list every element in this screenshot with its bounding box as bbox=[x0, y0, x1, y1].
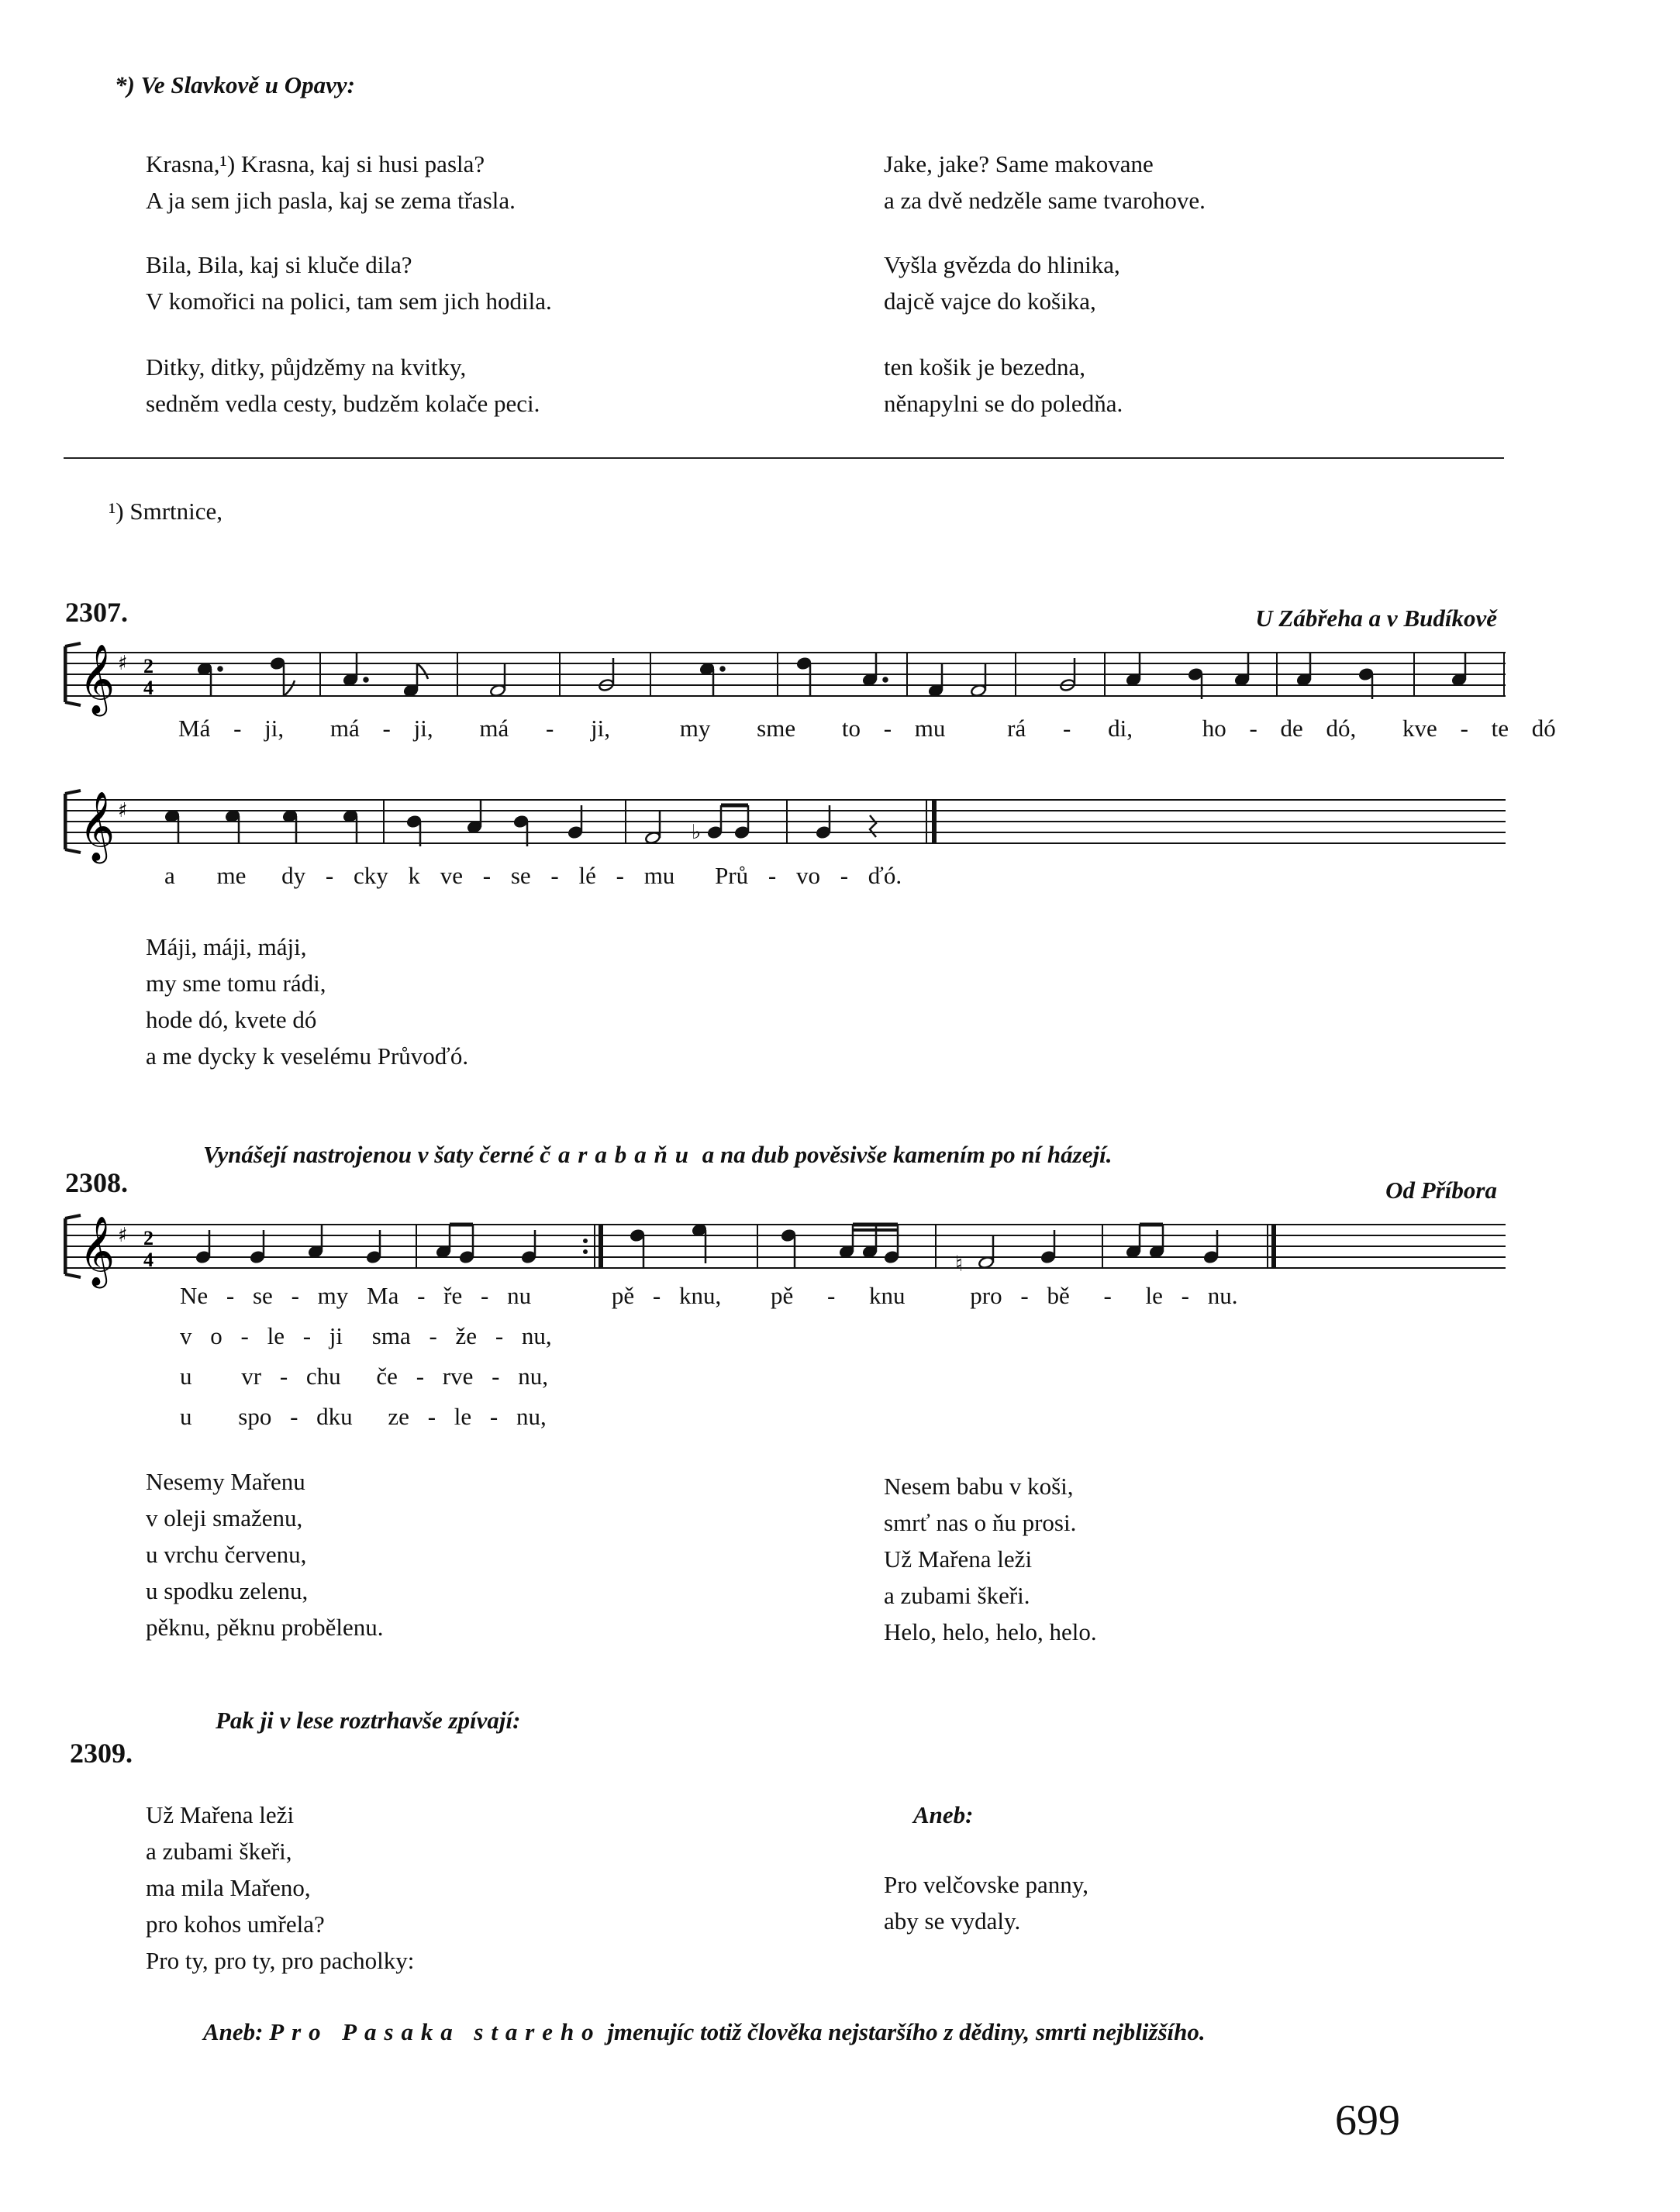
lyric-syllable: - bbox=[233, 715, 242, 742]
song-2307-number: 2307. bbox=[65, 597, 128, 628]
verse-line: Bila, Bila, kaj si kluče dila? bbox=[146, 251, 412, 278]
footnote-verse-right-3 bbox=[884, 349, 1123, 422]
lyric-syllable: - bbox=[481, 1282, 489, 1309]
lyric-syllable: dku bbox=[316, 1403, 353, 1430]
lyric-syllable: - bbox=[290, 1403, 298, 1430]
time-signature-top: 2 bbox=[143, 1227, 154, 1249]
lyric-syllable: nu. bbox=[1207, 1282, 1238, 1309]
lyric-syllable: u bbox=[180, 1363, 192, 1390]
lyric-syllable: ji bbox=[329, 1322, 343, 1349]
song-2309-intro: Pak ji v lese roztrhavše zpívají: bbox=[216, 1707, 521, 1734]
lyric-syllable: u bbox=[180, 1403, 192, 1430]
lyric-syllable: cky bbox=[353, 862, 388, 889]
footnote-divider bbox=[64, 457, 1504, 459]
text-line: hode dó, kvete dó bbox=[146, 1006, 317, 1033]
lyric-syllable: má bbox=[329, 715, 360, 742]
song-2308-lyrics-row-3 bbox=[180, 1359, 548, 1394]
lyric-syllable: dy bbox=[281, 862, 306, 889]
footnote-1: ¹) Smrtnice, bbox=[109, 498, 223, 525]
lyric-syllable: - bbox=[768, 862, 777, 889]
time-signature-top: 2 bbox=[143, 655, 154, 677]
footnote-verse-left-3 bbox=[146, 349, 540, 422]
lyric-syllable: ďó. bbox=[868, 862, 902, 889]
text-line: Helo, helo, helo, helo. bbox=[884, 1618, 1097, 1645]
text-line: pro kohos umřela? bbox=[146, 1911, 325, 1938]
verse-line: dajcě vajce do košika, bbox=[884, 288, 1096, 315]
lyric-syllable: v bbox=[180, 1322, 192, 1349]
footnote-location: Ve Slavkově u Opavy: bbox=[140, 71, 355, 98]
lyric-syllable: - bbox=[1460, 715, 1468, 742]
text-line: u spodku zelenu, bbox=[146, 1577, 309, 1604]
lyric-syllable: - bbox=[1249, 715, 1257, 742]
song-2307-notes-1 bbox=[197, 653, 1466, 699]
lyric-syllable: - bbox=[616, 862, 624, 889]
footnote-verse-left-1 bbox=[146, 146, 516, 219]
lyric-syllable: rve bbox=[442, 1363, 474, 1390]
verse-line: A ja sem jich pasla, kaj se zema třasla. bbox=[146, 187, 516, 214]
text-line: aby se vydaly. bbox=[884, 1907, 1021, 1935]
lyric-syllable: nu, bbox=[516, 1403, 547, 1430]
verse-line: Jake, jake? Same makovane bbox=[884, 150, 1154, 177]
lyric-syllable: kve bbox=[1402, 715, 1437, 742]
time-signature-bottom: 4 bbox=[143, 677, 154, 699]
lyric-syllable: - bbox=[416, 1363, 425, 1390]
verse-line: Ditky, ditky, půjdzěmy na kvitky, bbox=[146, 353, 467, 381]
lyric-syllable: - bbox=[652, 1282, 661, 1309]
song-2308-location: Od Příbora bbox=[1385, 1177, 1497, 1204]
lyric-syllable: de bbox=[1280, 715, 1303, 742]
final-note-end: jmenujíc totiž člověka nejstaršího z dědiny, smrti nejbližšího. bbox=[607, 2018, 1206, 2045]
lyric-syllable: chu bbox=[305, 1363, 341, 1390]
lyric-syllable: le bbox=[1145, 1282, 1163, 1309]
treble-clef-icon: 𝄞 bbox=[79, 644, 116, 714]
footnote-mark: *) bbox=[115, 71, 135, 98]
lyric-syllable: o bbox=[210, 1322, 223, 1349]
verse-line: sedněm vedla cesty, budzěm kolače peci. bbox=[146, 390, 540, 417]
text-line: a zubami škeři, bbox=[146, 1838, 292, 1865]
intro-spaced-word: čarabaňu bbox=[540, 1141, 696, 1168]
lyric-syllable: te bbox=[1491, 715, 1509, 742]
time-signature-bottom: 4 bbox=[143, 1249, 154, 1271]
text-line: my sme tomu rádi, bbox=[146, 970, 326, 997]
song-2307-lyrics-2 bbox=[164, 859, 902, 894]
repeat-dot bbox=[583, 1249, 588, 1254]
lyric-syllable: če bbox=[376, 1363, 398, 1390]
lyric-syllable: rá bbox=[1007, 715, 1026, 742]
lyric-syllable: - bbox=[495, 1322, 504, 1349]
verse-line: Vyšla gvězda do hlinika, bbox=[884, 251, 1120, 278]
lyric-syllable: ji, bbox=[264, 715, 285, 742]
aneb-label: Aneb: bbox=[913, 1801, 974, 1828]
verse-line: Krasna,¹) Krasna, kaj si husi pasla? bbox=[146, 150, 485, 177]
lyric-syllable: spo bbox=[238, 1403, 272, 1430]
lyric-syllable: se bbox=[510, 862, 531, 889]
natural-icon: ♮ bbox=[955, 1252, 964, 1277]
footnote-header bbox=[115, 68, 355, 103]
lyric-syllable: sme bbox=[757, 715, 796, 742]
lyric-syllable: - bbox=[482, 862, 492, 889]
text-line: Už Mařena leži bbox=[884, 1545, 1033, 1573]
lyric-syllable: my bbox=[679, 715, 711, 742]
verse-line: ten košik je bezedna, bbox=[884, 353, 1085, 381]
lyric-syllable: to bbox=[841, 715, 861, 742]
lyric-syllable: vr bbox=[241, 1363, 262, 1390]
lyric-syllable: nu, bbox=[521, 1322, 552, 1349]
verse-line: něnapylni se do poledňa. bbox=[884, 390, 1123, 417]
lyric-syllable: di, bbox=[1108, 715, 1133, 742]
text-line: Nesem babu v koši, bbox=[884, 1473, 1074, 1500]
page-number: 699 bbox=[1335, 2097, 1400, 2145]
text-line: a me dycky k veselému Průvoďó. bbox=[146, 1042, 469, 1070]
text-line: v oleji smaženu, bbox=[146, 1504, 303, 1532]
treble-clef-icon: 𝄞 bbox=[79, 1216, 116, 1286]
lyric-syllable: knu, bbox=[678, 1282, 722, 1309]
lyric-syllable: - bbox=[429, 1322, 437, 1349]
lyric-syllable: - bbox=[325, 862, 334, 889]
text-line: Pro ty, pro ty, pro pacholky: bbox=[146, 1947, 415, 1974]
text-line: pěknu, pěknu probělenu. bbox=[146, 1614, 384, 1641]
footnote-verse-right-2 bbox=[884, 246, 1120, 319]
lyric-syllable: ji, bbox=[413, 715, 433, 742]
song-2308-text-left bbox=[146, 1463, 383, 1645]
lyric-syllable: mu bbox=[643, 862, 675, 889]
lyric-syllable: - bbox=[492, 1363, 500, 1390]
lyric-syllable: - bbox=[427, 1403, 436, 1430]
sharp-icon: ♯ bbox=[118, 1224, 128, 1247]
lyric-syllable: - bbox=[1181, 1282, 1189, 1309]
lyric-syllable: - bbox=[279, 1363, 288, 1390]
lyric-syllable: má bbox=[479, 715, 509, 742]
lyric-syllable: nu, bbox=[518, 1363, 548, 1390]
lyric-syllable: vo bbox=[795, 862, 820, 889]
lyric-syllable: k ve bbox=[408, 862, 463, 889]
text-line: Máji, máji, máji, bbox=[146, 933, 307, 960]
lyric-syllable: knu bbox=[869, 1282, 906, 1309]
lyric-syllable: Prů bbox=[715, 862, 749, 889]
lyric-syllable: bě bbox=[1047, 1282, 1070, 1309]
lyric-syllable: Ne bbox=[180, 1282, 209, 1309]
lyric-syllable: ji, bbox=[591, 715, 611, 742]
lyric-syllable: pě bbox=[770, 1282, 794, 1309]
lyric-syllable: - bbox=[840, 862, 849, 889]
lyric-syllable: dó, bbox=[1326, 715, 1357, 742]
verse-line: a za dvě nedzěle same tvarohove. bbox=[884, 187, 1206, 214]
lyric-syllable: lé bbox=[578, 862, 596, 889]
lyric-syllable: pě bbox=[611, 1282, 635, 1309]
lyric-syllable: pro bbox=[970, 1282, 1002, 1309]
song-2307-staff-1 bbox=[64, 637, 1506, 722]
lyric-syllable: - bbox=[1063, 715, 1071, 742]
song-2309-text-right bbox=[884, 1866, 1088, 1939]
song-2308-lyrics-row-4 bbox=[180, 1400, 547, 1435]
treble-clef-icon: 𝄞 bbox=[79, 791, 116, 861]
final-note-start: Aneb: bbox=[203, 2018, 264, 2045]
song-2307-staff-2 bbox=[64, 784, 1506, 870]
lyric-syllable: že bbox=[455, 1322, 478, 1349]
lyric-syllable: - bbox=[240, 1322, 249, 1349]
text-line: ma mila Mařeno, bbox=[146, 1874, 311, 1901]
lyric-syllable: my bbox=[317, 1282, 349, 1309]
lyric-syllable: - bbox=[550, 862, 559, 889]
song-2308-number: 2308. bbox=[65, 1167, 128, 1198]
final-note-spaced: Pro Pasaka stareho bbox=[269, 2018, 602, 2045]
lyric-syllable: ho bbox=[1202, 715, 1226, 742]
text-line: u vrchu červenu, bbox=[146, 1541, 307, 1568]
lyric-syllable: le bbox=[454, 1403, 472, 1430]
lyric-syllable: - bbox=[302, 1322, 312, 1349]
song-2309-text-left bbox=[146, 1797, 414, 1979]
lyric-syllable: ze bbox=[388, 1403, 409, 1430]
lyric-syllable: - bbox=[1020, 1282, 1029, 1309]
song-2307-location: U Zábřeha a v Budíkově bbox=[1255, 605, 1497, 632]
song-2307-notes-2 bbox=[164, 800, 876, 846]
lyric-syllable: - bbox=[417, 1282, 426, 1309]
lyric-syllable: - bbox=[226, 1282, 235, 1309]
song-2308-lyrics-row-1 bbox=[180, 1279, 1237, 1314]
song-2309-final-note bbox=[203, 2015, 1206, 2050]
lyric-syllable: - bbox=[826, 1282, 836, 1309]
lyric-syllable: - bbox=[1103, 1282, 1112, 1309]
song-2307-lyrics-1 bbox=[178, 711, 1556, 746]
lyric-syllable: le bbox=[267, 1322, 285, 1349]
verse-line: V komořici na polici, tam sem jich hodila. bbox=[146, 288, 552, 315]
lyric-syllable: - bbox=[489, 1403, 498, 1430]
song-2308-lyrics-row-2 bbox=[180, 1319, 552, 1354]
lyric-syllable: - bbox=[883, 715, 892, 742]
footnote-verse-left-2 bbox=[146, 246, 552, 319]
lyric-syllable: - bbox=[291, 1282, 299, 1309]
lyric-syllable: se bbox=[252, 1282, 273, 1309]
text-line: Pro velčovske panny, bbox=[884, 1871, 1089, 1898]
lyric-syllable: dó bbox=[1531, 715, 1556, 742]
lyric-syllable: ře bbox=[443, 1282, 463, 1309]
song-2307-text bbox=[146, 929, 468, 1074]
lyric-syllable: - bbox=[382, 715, 391, 742]
song-2309-number: 2309. bbox=[70, 1738, 133, 1769]
lyric-syllable: a bbox=[164, 862, 175, 889]
flat-icon: ♭ bbox=[692, 821, 702, 843]
lyric-syllable: me bbox=[216, 862, 247, 889]
sharp-icon: ♯ bbox=[118, 652, 128, 675]
sharp-icon: ♯ bbox=[118, 799, 128, 822]
text-line: Už Mařena leži bbox=[146, 1801, 295, 1828]
lyric-syllable: sma bbox=[371, 1322, 411, 1349]
repeat-dot bbox=[583, 1239, 588, 1243]
lyric-syllable: mu bbox=[914, 715, 946, 742]
lyric-syllable: Má bbox=[178, 715, 211, 742]
song-2308-text-right bbox=[884, 1468, 1097, 1650]
lyric-syllable: Ma bbox=[367, 1282, 399, 1309]
text-line: Nesemy Mařenu bbox=[146, 1468, 305, 1495]
song-2308-intro bbox=[203, 1138, 1112, 1173]
rest-icon bbox=[870, 815, 876, 837]
lyric-syllable: nu bbox=[507, 1282, 532, 1309]
lyric-syllable: - bbox=[545, 715, 554, 742]
text-line: a zubami škeři. bbox=[884, 1582, 1030, 1609]
intro-text-end: a na dub pověsivše kamením po ní házejí. bbox=[702, 1141, 1113, 1168]
text-line: smrť nas o ňu prosi. bbox=[884, 1509, 1077, 1536]
intro-text: Vynášejí nastrojenou v šaty černé bbox=[203, 1141, 534, 1168]
footnote-verse-right-1 bbox=[884, 146, 1206, 219]
